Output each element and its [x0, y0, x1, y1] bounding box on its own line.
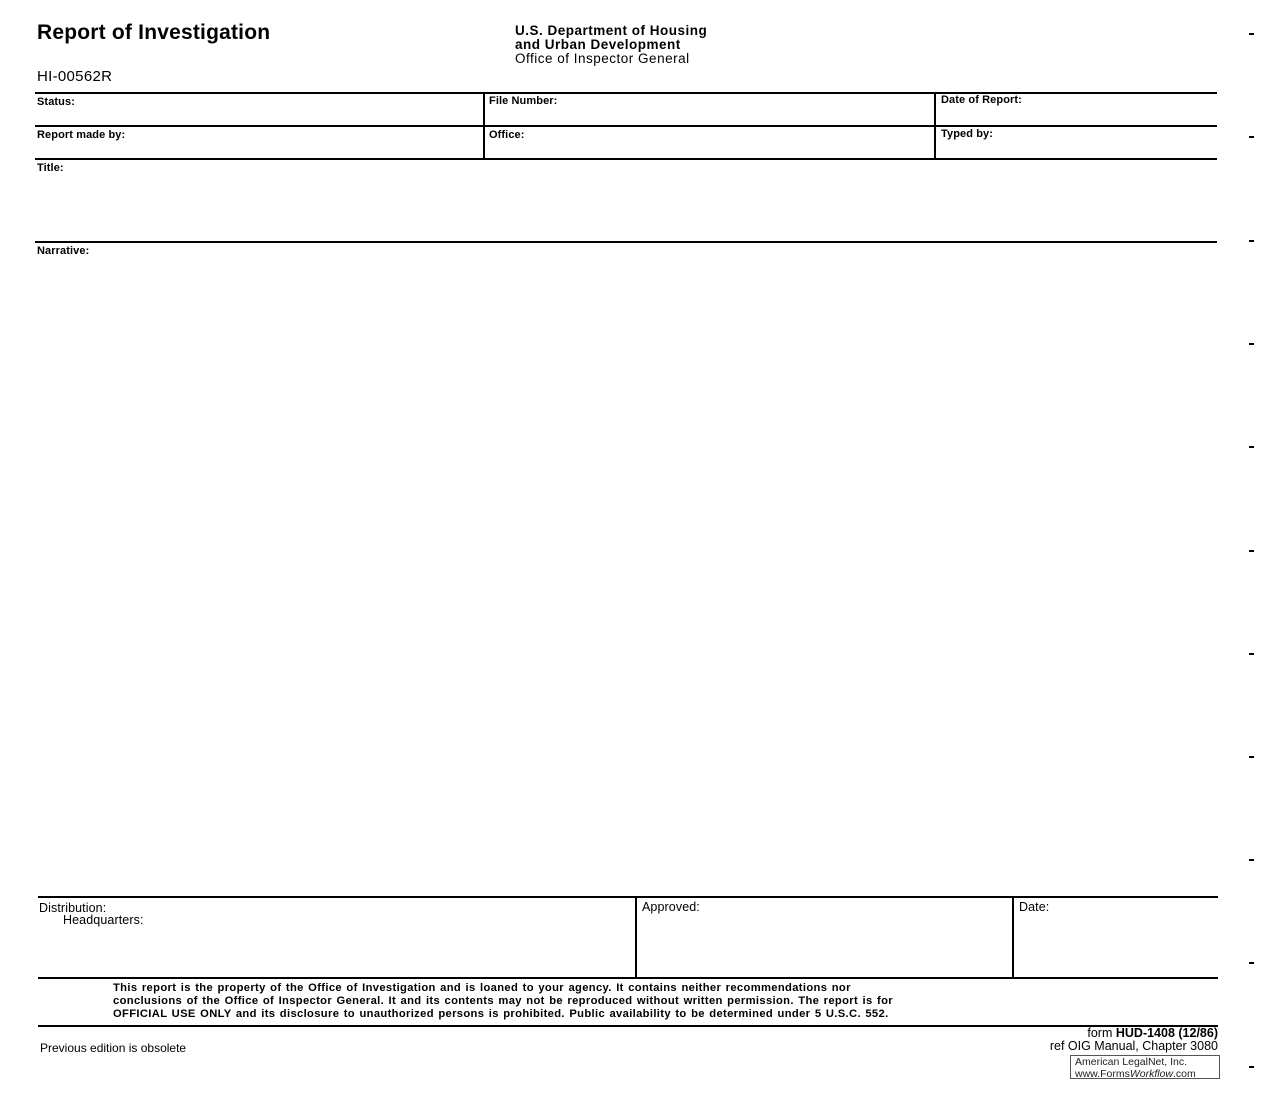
form-title: Report of Investigation	[37, 21, 271, 44]
headquarters-label: Headquarters:	[63, 913, 144, 927]
margin-tick-mark	[1249, 962, 1254, 964]
form-number-block	[1050, 1027, 1218, 1053]
status-input[interactable]	[37, 108, 477, 124]
margin-tick-mark	[1249, 343, 1254, 345]
grid-bottom-rule	[35, 158, 1217, 160]
office-label: Office:	[489, 129, 525, 141]
report-made-by-input[interactable]	[37, 141, 477, 157]
publisher-name: American LegalNet, Inc.	[1075, 1056, 1188, 1068]
margin-tick-mark	[1249, 240, 1254, 242]
previous-edition-note: Previous edition is obsolete	[40, 1041, 187, 1055]
disclaimer-line-1: This report is the property of the Office of Investigation and is loaned to your agency. It contains neither recommendations nor	[113, 982, 851, 994]
date-of-report-input[interactable]	[941, 108, 1211, 124]
manual-reference: ref OIG Manual, Chapter 3080	[1049, 1039, 1218, 1053]
distribution-label: Distribution:	[39, 901, 107, 915]
bottom-divider-1	[635, 897, 637, 978]
report-made-by-label: Report made by:	[37, 129, 126, 141]
form-id: HUD-1408 (12/86)	[1115, 1026, 1218, 1040]
margin-tick-mark	[1249, 756, 1254, 758]
approved-label: Approved:	[642, 900, 700, 914]
file-number-input[interactable]	[489, 108, 929, 124]
margin-tick-mark	[1249, 653, 1254, 655]
file-number-label: File Number:	[489, 95, 558, 107]
footer-rule	[38, 1025, 1218, 1027]
disclaimer-text	[113, 982, 1153, 1020]
title-input[interactable]	[37, 176, 1212, 238]
approved-input[interactable]	[642, 916, 1007, 974]
grid-middle-rule	[35, 125, 1217, 127]
form-prefix: form	[1087, 1026, 1116, 1040]
narrative-input[interactable]	[37, 260, 1212, 892]
publisher-box	[1070, 1055, 1220, 1079]
publisher-url-suffix: .com	[1173, 1067, 1196, 1080]
status-label: Status:	[37, 96, 75, 108]
disclaimer-line-3: OFFICIAL USE ONLY and its disclosure to unauthorized persons is prohibited. Public availability to be determined under 5 U.S.C. 552.	[113, 1007, 889, 1020]
form-code: HI-00562R	[37, 68, 113, 85]
grid-top-rule	[35, 92, 1217, 94]
grid-divider-2	[934, 93, 936, 159]
margin-tick-mark	[1249, 550, 1254, 552]
publisher-url-italic: Workflow	[1129, 1067, 1174, 1080]
title-label: Title:	[37, 162, 64, 174]
margin-tick-mark	[1249, 33, 1254, 35]
narrative-label: Narrative:	[37, 245, 90, 257]
agency-name-line2: and Urban Development	[515, 37, 681, 52]
agency-name-line1: U.S. Department of Housing	[515, 23, 708, 38]
bottom-block-top-rule	[38, 896, 1218, 898]
publisher-url	[1075, 1069, 1219, 1081]
date-of-report-label: Date of Report:	[941, 94, 1022, 106]
disclaimer-line-2: conclusions of the Office of Inspector General. It and its contents may not be reproduced without written permission. The report is for	[113, 994, 893, 1007]
publisher-url-prefix: www.Forms	[1075, 1067, 1130, 1080]
agency-block	[515, 24, 707, 66]
grid-divider-1	[483, 93, 485, 159]
margin-tick-mark	[1249, 1066, 1254, 1068]
bottom-divider-2	[1012, 897, 1014, 978]
margin-tick-mark	[1249, 136, 1254, 138]
agency-office: Office of Inspector General	[515, 51, 690, 66]
date-label: Date:	[1019, 900, 1050, 914]
margin-tick-mark	[1249, 859, 1254, 861]
date-input[interactable]	[1019, 916, 1214, 974]
distribution-input[interactable]	[63, 928, 628, 974]
office-input[interactable]	[489, 141, 929, 157]
bottom-block-bottom-rule	[38, 977, 1218, 979]
typed-by-label: Typed by:	[941, 128, 994, 140]
margin-tick-mark	[1249, 446, 1254, 448]
title-bottom-rule	[35, 241, 1217, 243]
typed-by-input[interactable]	[941, 141, 1211, 157]
